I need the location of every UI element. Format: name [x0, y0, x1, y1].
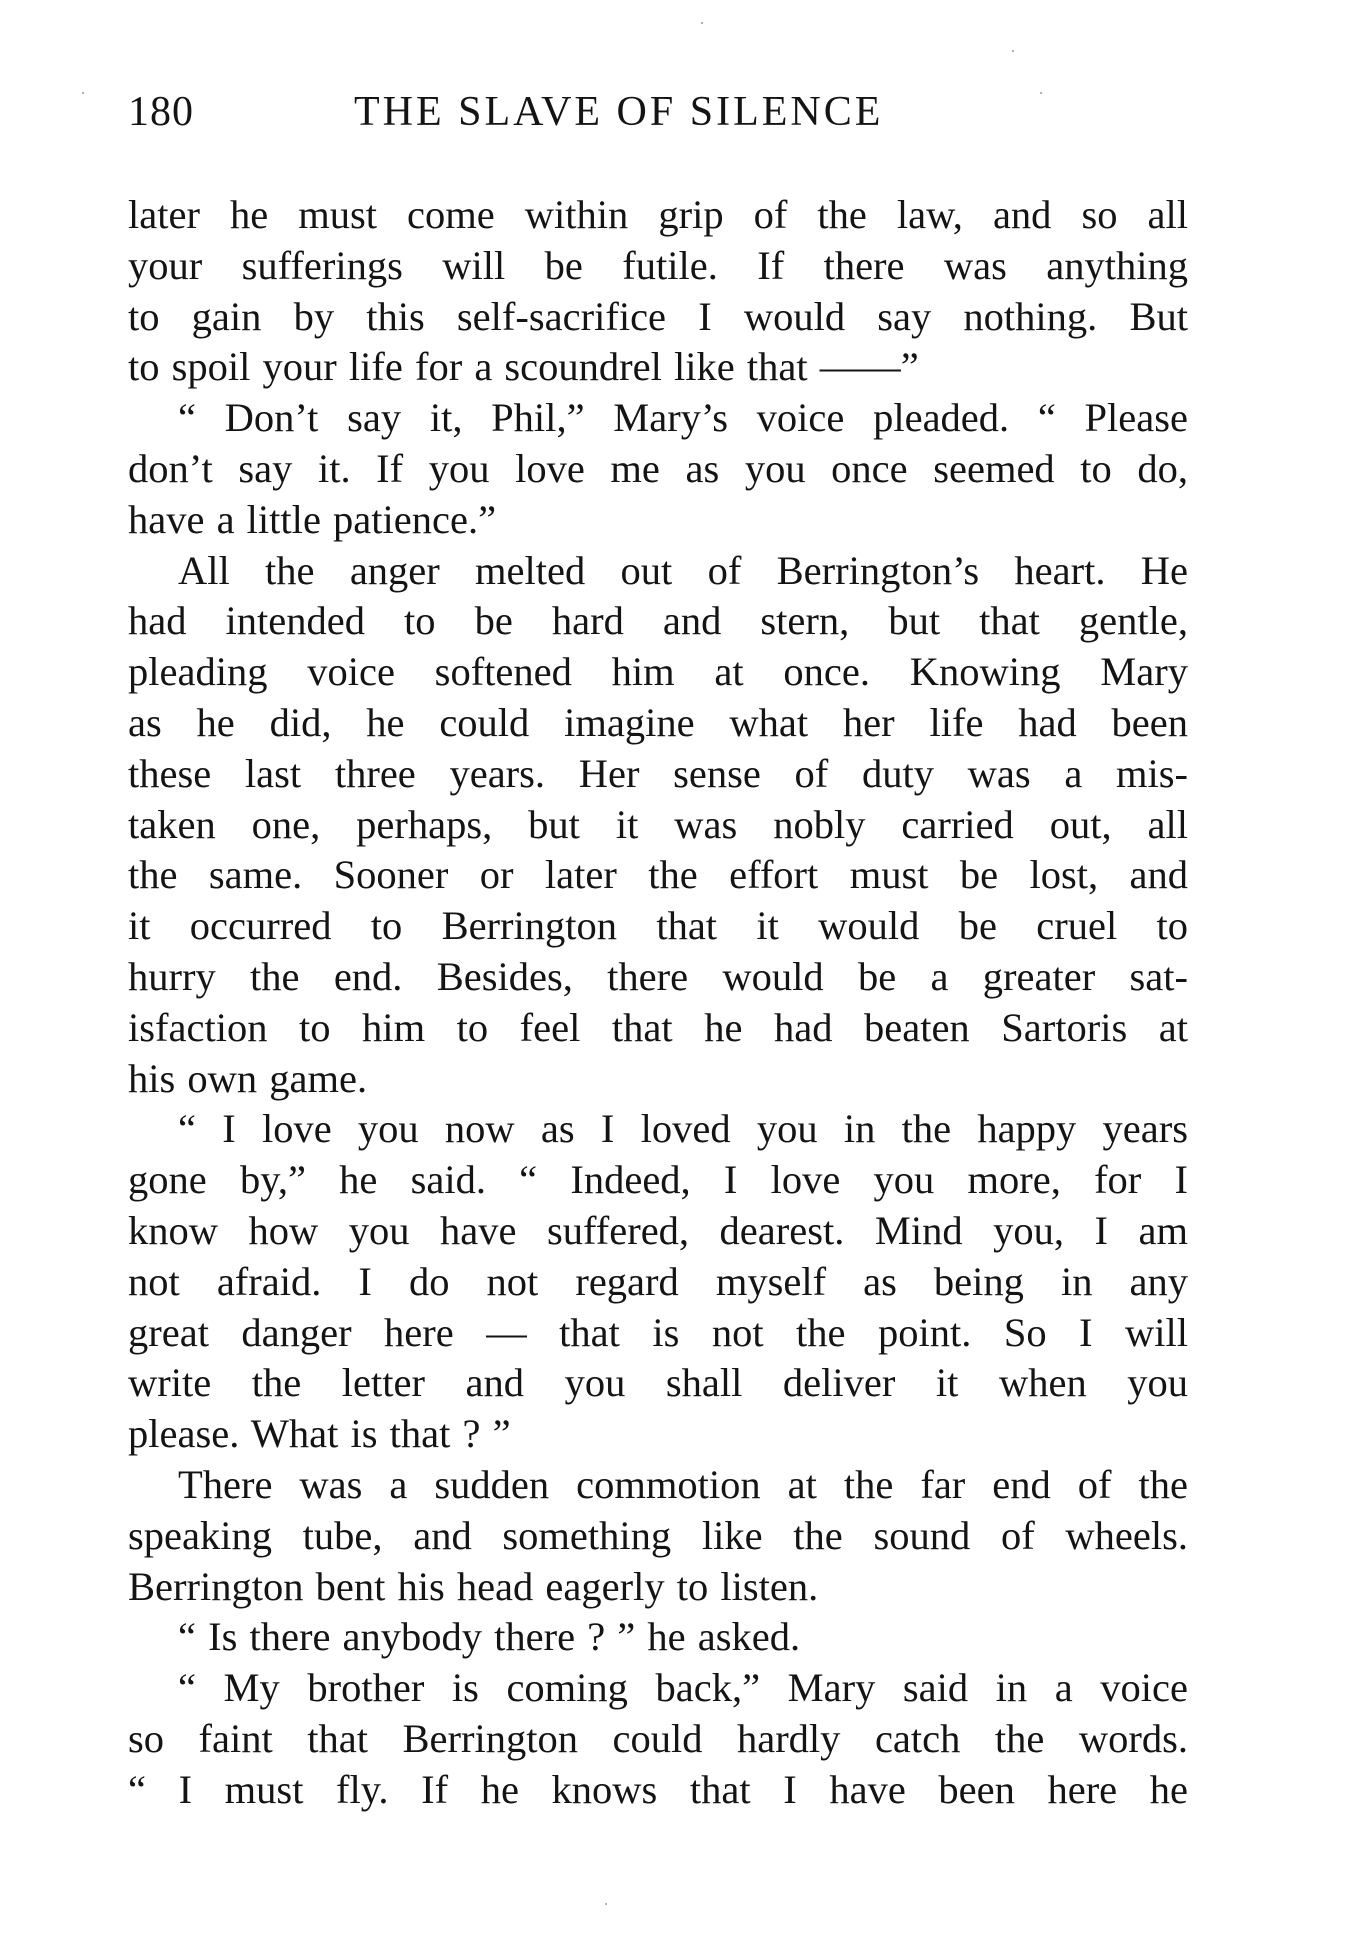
text-line: speaking tube, and something like the sound of wheels. — [128, 1512, 1188, 1558]
text-line: the same. Sooner or later the effort must be lost, and — [128, 852, 1188, 898]
text-line: All the anger melted out of Berrington’s heart. He — [178, 547, 1188, 593]
page-number: 180 — [128, 89, 194, 135]
text-line: his own game. — [128, 1055, 368, 1101]
text-line: “ Is there anybody there ? ” he asked. — [178, 1614, 801, 1660]
paper-speck — [1012, 50, 1014, 52]
text-line: have a little patience.” — [128, 496, 497, 542]
text-line: so faint that Berrington could hardly catch the words. — [128, 1715, 1188, 1761]
text-line: “ My brother is coming back,” Mary said in a voice — [178, 1665, 1188, 1711]
text-line: not afraid. I do not regard myself as being in any — [128, 1258, 1188, 1304]
text-line: write the letter and you shall deliver it when you — [128, 1360, 1188, 1406]
text-line: There was a sudden commotion at the far end of the — [178, 1461, 1188, 1507]
text-line: as he did, he could imagine what her life had been — [128, 699, 1188, 745]
page-header — [128, 88, 958, 148]
text-line: hurry the end. Besides, there would be a greater sat- — [128, 953, 1188, 999]
text-line: “ I love you now as I loved you in the happy years — [178, 1106, 1188, 1152]
text-line: to spoil your life for a scoundrel like that ——” — [128, 344, 919, 390]
text-line: “ I must fly. If he knows that I have been here he — [128, 1766, 1188, 1812]
text-line: these last three years. Her sense of duty was a mis- — [128, 750, 1188, 796]
paper-speck — [701, 22, 703, 24]
paper-speck — [605, 1903, 607, 1905]
text-line: isfaction to him to feel that he had beaten Sartoris at — [128, 1004, 1188, 1050]
paper-speck — [1040, 92, 1042, 94]
body-text — [128, 190, 1188, 1816]
text-line: great danger here — that is not the point. So I will — [128, 1309, 1188, 1355]
text-line: had intended to be hard and stern, but that gentle, — [128, 598, 1188, 644]
text-line: taken one, perhaps, but it was nobly carried out, all — [128, 801, 1188, 847]
text-line: your sufferings will be futile. If there was anything — [128, 242, 1188, 288]
text-line: gone by,” he said. “ Indeed, I love you more, for I — [128, 1157, 1188, 1203]
text-line: it occurred to Berrington that it would be cruel to — [128, 903, 1188, 949]
text-line: know how you have suffered, dearest. Mind you, I am — [128, 1207, 1188, 1253]
text-line: “ Don’t say it, Phil,” Mary’s voice pleaded. “ Please — [178, 395, 1188, 441]
text-line: pleading voice softened him at once. Knowing Mary — [128, 649, 1188, 695]
running-title: THE SLAVE OF SILENCE — [354, 89, 884, 135]
text-line: don’t say it. If you love me as you once seemed to do, — [128, 445, 1188, 491]
text-line: to gain by this self-sacrifice I would say nothing. But — [128, 293, 1188, 339]
text-line: later he must come within grip of the law, and so all — [128, 192, 1188, 237]
paper-speck — [82, 92, 84, 94]
text-line: please. What is that ? ” — [128, 1411, 511, 1457]
text-line: Berrington bent his head eagerly to listen. — [128, 1563, 819, 1609]
